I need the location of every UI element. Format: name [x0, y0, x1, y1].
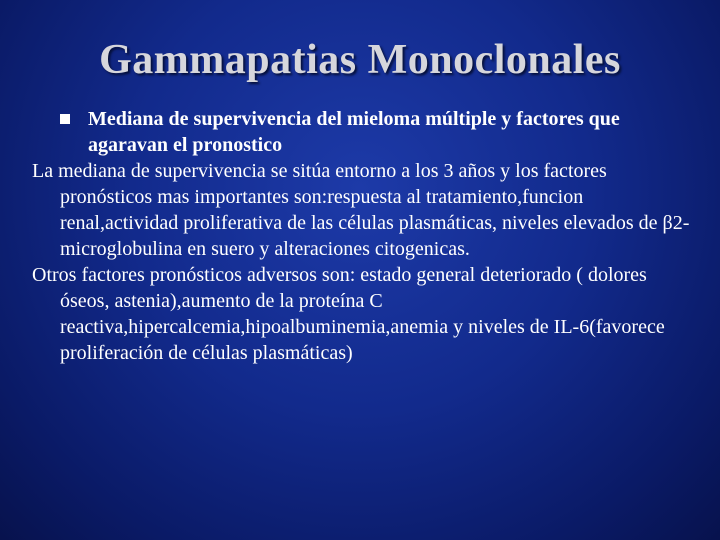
paragraph-adverse-factors: Otros factores pronósticos adversos son: estado general deteriorado ( dolores óseos, astenia),aumento de la proteína C reactiva,hipercalcemia,hipoalbuminemia,anemia y niveles de IL-6(favorece proliferación de células plasmáticas) [32, 264, 665, 364]
slide-title: Gammapatias Monoclonales [99, 37, 621, 83]
slide-content [32, 106, 690, 366]
square-bullet-icon [60, 114, 70, 124]
bullet-item [60, 106, 675, 158]
paragraph-survival: La mediana de supervivencia se sitúa entorno a los 3 años y los factores pronósticos mas importantes son:respuesta al tratamiento,funcion renal,actividad proliferativa de las células plasmáticas, niveles elevados de β2-microglobulina en suero y alteraciones citogenicas. [32, 160, 690, 260]
bullet-text: Mediana de supervivencia del mieloma múltiple y factores que agaravan el pronostico [88, 108, 620, 156]
